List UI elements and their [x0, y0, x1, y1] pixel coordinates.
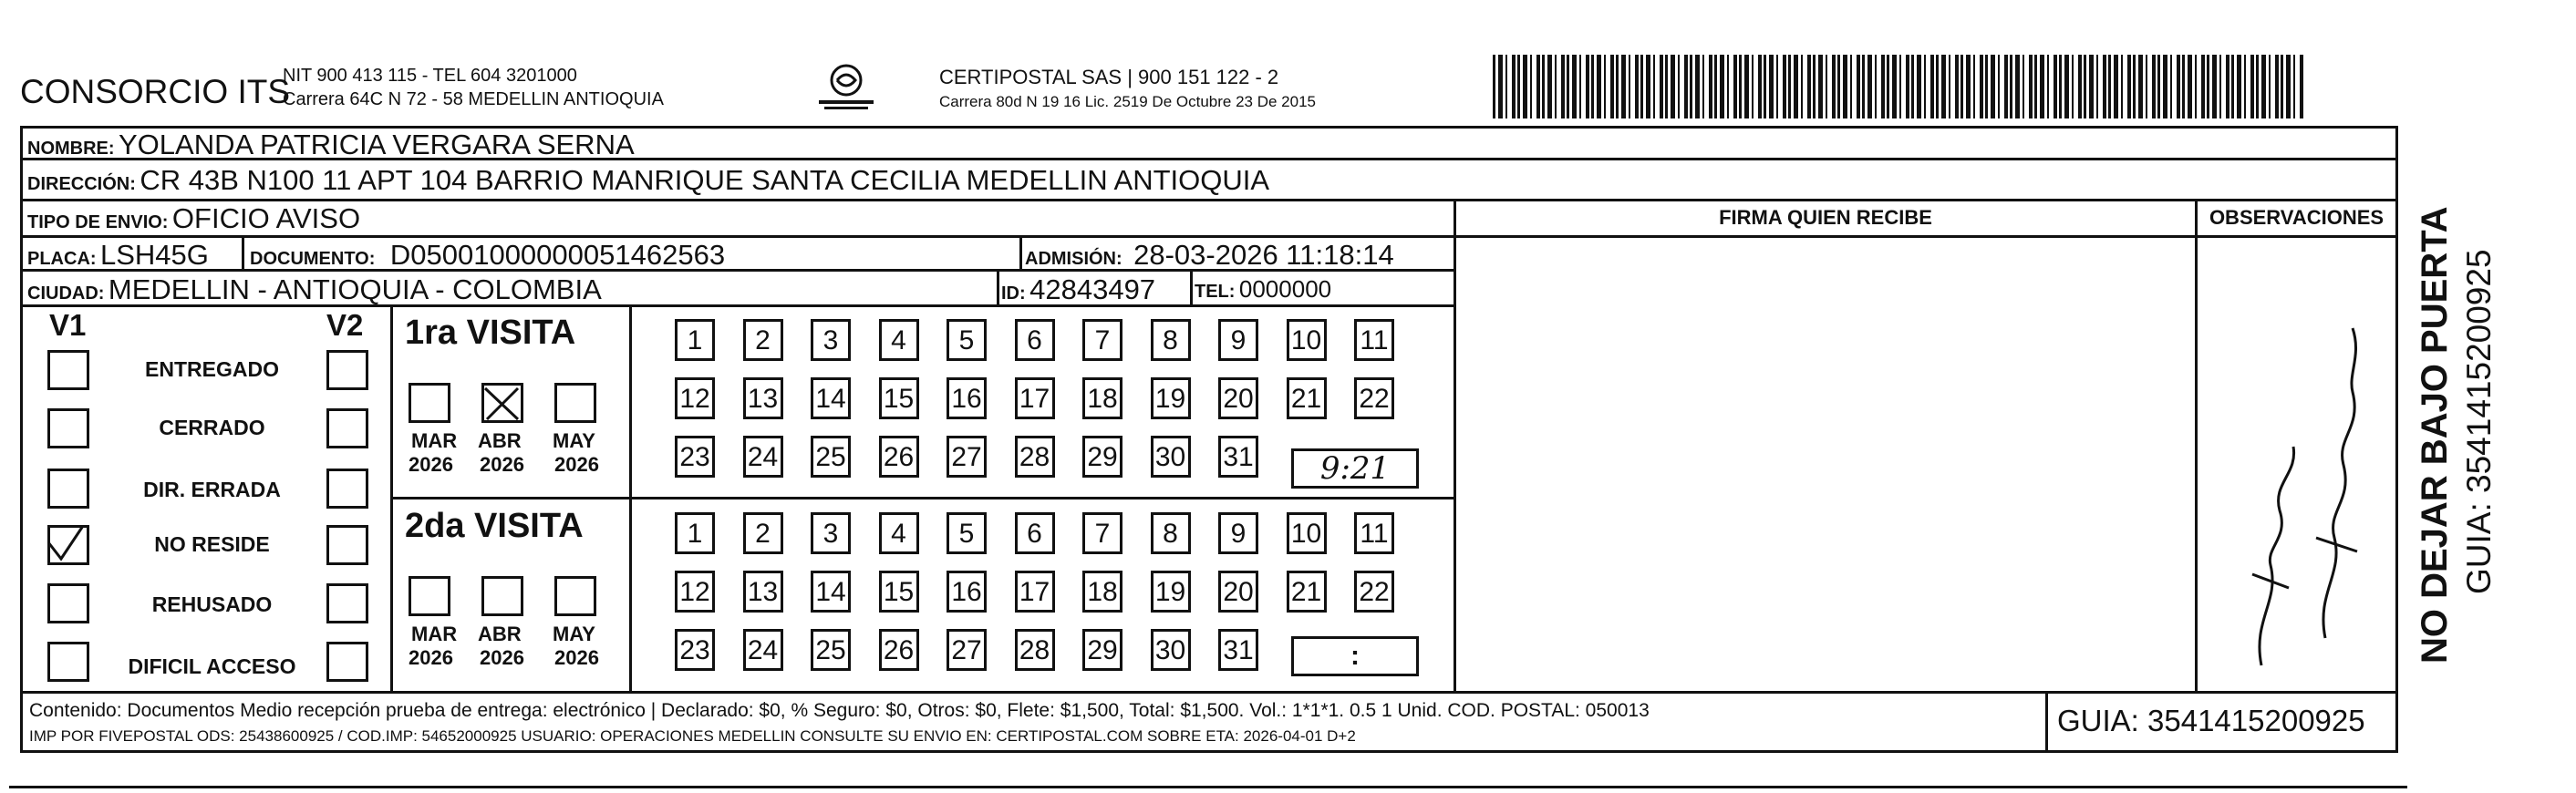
visit-1-day-8[interactable]: 8: [1151, 319, 1191, 361]
visit-2-month-mar: MAR: [411, 623, 458, 645]
documento-label: DOCUMENTO:: [250, 249, 376, 269]
visit-2-day-24[interactable]: 24: [743, 629, 783, 671]
visit-2-day-12[interactable]: 12: [675, 571, 715, 613]
barcode: [1493, 55, 2304, 118]
tipo-envio-value: OFICIO AVISO: [171, 202, 361, 234]
visit-2-day-29[interactable]: 29: [1082, 629, 1122, 671]
id-label: ID:: [1001, 283, 1026, 304]
firma-header: FIRMA QUIEN RECIBE: [1719, 206, 1932, 229]
visit-1-day-20[interactable]: 20: [1218, 377, 1258, 419]
visit-2-day-26[interactable]: 26: [879, 629, 919, 671]
visit-1-day-16[interactable]: 16: [947, 377, 987, 419]
visit-1-day-24[interactable]: 24: [743, 436, 783, 478]
visit-2-month-abr-checkbox[interactable]: [481, 576, 523, 616]
v2-checkbox-dir-errada[interactable]: [326, 469, 368, 509]
visit-1-day-15[interactable]: 15: [879, 377, 919, 419]
visit-1-day-4[interactable]: 4: [879, 319, 919, 361]
visit-1-month-may-checkbox[interactable]: [554, 383, 596, 423]
visit-2-day-18[interactable]: 18: [1082, 571, 1122, 613]
visit-2-month-may: MAY: [553, 623, 595, 645]
visit-2-day-3[interactable]: 3: [811, 512, 851, 554]
v2-checkbox-dificil-acceso[interactable]: [326, 642, 368, 682]
visit-1-month-mar: MAR: [411, 429, 458, 452]
visit-1-day-3[interactable]: 3: [811, 319, 851, 361]
visit-2-day-23[interactable]: 23: [675, 629, 715, 671]
visit-2-day-1[interactable]: 1: [675, 512, 715, 554]
visit-2-day-31[interactable]: 31: [1218, 629, 1258, 671]
tel-value: 0000000: [1238, 275, 1332, 303]
observation-handwriting: [2225, 273, 2380, 675]
visit-1-year-mar: 2026: [409, 453, 453, 476]
visit-2-day-30[interactable]: 30: [1151, 629, 1191, 671]
visit-2-year-mar: 2026: [409, 646, 453, 669]
status-dificil-acceso: DIFICIL ACCESO: [128, 654, 296, 678]
footer-contenido: Contenido: Documentos Medio recepción prueba de entrega: electrónico | Declarado: $0, % Seguro: $0, Otros: $0, Flete: $1,500, Total: $1,500. Vol.: 1*1*1. 0.5 1 Unid. COD. POSTAL: 050013: [29, 700, 1650, 721]
side-warning: NO DEJAR BAJO PUERTA: [2415, 206, 2455, 664]
visit-1-month-abr: ABR: [478, 429, 522, 452]
visit-2-day-15[interactable]: 15: [879, 571, 919, 613]
visit-1-day-1[interactable]: 1: [675, 319, 715, 361]
v2-label: V2: [326, 308, 364, 342]
company-name: CONSORCIO ITS: [20, 73, 291, 110]
observaciones-header: OBSERVACIONES: [2209, 206, 2385, 229]
visit-2-time-box[interactable]: [1291, 636, 1419, 676]
visit-2-day-21[interactable]: 21: [1287, 571, 1327, 613]
visit-1-day-25[interactable]: 25: [811, 436, 851, 478]
visit-2-day-28[interactable]: 28: [1015, 629, 1055, 671]
admision-value: 28-03-2026 11:18:14: [1133, 239, 1394, 271]
footer-imp: IMP POR FIVEPOSTAL ODS: 25438600925 / COD.IMP: 54652000925 USUARIO: OPERACIONES MEDELLIN CONSULTE SU ENVIO EN: CERTIPOSTAL.COM SOBRE ETA: 2026-04-01 D+2: [29, 727, 1356, 745]
carrier-info-1: CERTIPOSTAL SAS | 900 151 122 - 2: [939, 66, 1279, 88]
v1-label: V1: [49, 308, 87, 342]
visit-2-day-17[interactable]: 17: [1015, 571, 1055, 613]
nombre-value: YOLANDA PATRICIA VERGARA SERNA: [119, 129, 635, 160]
visit-1-day-12[interactable]: 12: [675, 377, 715, 419]
visit-1-day-31[interactable]: 31: [1218, 436, 1258, 478]
visit-1-day-13[interactable]: 13: [743, 377, 783, 419]
visit-2-day-27[interactable]: 27: [947, 629, 987, 671]
visit-1-day-11[interactable]: 11: [1354, 319, 1394, 361]
direccion-label: DIRECCIÓN:: [27, 174, 136, 194]
visit-2-month-abr: ABR: [478, 623, 522, 645]
status-dir-errada: DIR. ERRADA: [143, 478, 281, 501]
status-entregado: ENTREGADO: [145, 357, 279, 381]
v2-checkbox-no-reside[interactable]: [326, 525, 368, 565]
visit-2-day-7[interactable]: 7: [1082, 512, 1122, 554]
visit-1-month-may: MAY: [553, 429, 595, 452]
footer-guia: GUIA: 3541415200925: [2057, 704, 2365, 737]
visit-1-title: 1ra VISITA: [405, 314, 576, 352]
visit-1-day-19[interactable]: 19: [1151, 377, 1191, 419]
visit-1-day-22[interactable]: 22: [1354, 377, 1394, 419]
carrier-info-2: Carrera 80d N 19 16 Lic. 2519 De Octubre 23 De 2015: [939, 93, 1316, 110]
visit-2-day-19[interactable]: 19: [1151, 571, 1191, 613]
visit-1-day-18[interactable]: 18: [1082, 377, 1122, 419]
visit-1-day-29[interactable]: 29: [1082, 436, 1122, 478]
visit-1-day-23[interactable]: 23: [675, 436, 715, 478]
v1-checkbox-no-reside[interactable]: [47, 525, 89, 565]
v1-checkbox-dificil-acceso[interactable]: [47, 642, 89, 682]
v2-checkbox-entregado[interactable]: [326, 350, 368, 390]
admision-label: ADMISIÓN:: [1025, 249, 1122, 269]
placa-label: PLACA:: [27, 249, 97, 269]
visit-1-year-abr: 2026: [480, 453, 524, 476]
status-cerrado: CERRADO: [159, 416, 265, 439]
check-mark-icon: [481, 383, 523, 423]
v1-checkbox-dir-errada[interactable]: [47, 469, 89, 509]
visit-1-day-6[interactable]: 6: [1015, 319, 1055, 361]
visit-1-day-21[interactable]: 21: [1287, 377, 1327, 419]
visit-2-day-25[interactable]: 25: [811, 629, 851, 671]
ciudad-label: CIUDAD:: [27, 283, 105, 304]
visit-2-day-16[interactable]: 16: [947, 571, 987, 613]
status-rehusado: REHUSADO: [151, 592, 273, 616]
direccion-value: CR 43B N100 11 APT 104 BARRIO MANRIQUE SANTA CECILIA MEDELLIN ANTIOQUIA: [140, 164, 1270, 196]
certipostal-logo: [810, 62, 883, 113]
v1-checkbox-entregado[interactable]: [47, 350, 89, 390]
visit-2-day-13[interactable]: 13: [743, 571, 783, 613]
visit-1-month-mar-checkbox[interactable]: [409, 383, 450, 423]
visit-1-year-may: 2026: [554, 453, 599, 476]
visit-2-day-5[interactable]: 5: [947, 512, 987, 554]
visit-1-day-26[interactable]: 26: [879, 436, 919, 478]
visit-1-day-10[interactable]: 10: [1287, 319, 1327, 361]
visit-1-time-box[interactable]: [1291, 448, 1419, 489]
visit-1-day-27[interactable]: 27: [947, 436, 987, 478]
company-info-1: NIT 900 413 115 - TEL 604 3201000: [283, 66, 577, 86]
visit-2-day-4[interactable]: 4: [879, 512, 919, 554]
side-guia: GUIA: 3541415200925: [2460, 249, 2498, 594]
visit-2-title: 2da VISITA: [405, 507, 584, 545]
visit-1-day-28[interactable]: 28: [1015, 436, 1055, 478]
ciudad-value: MEDELLIN - ANTIOQUIA - COLOMBIA: [108, 273, 602, 305]
documento-value: D05001000000051462563: [389, 239, 726, 271]
v2-checkbox-rehusado[interactable]: [326, 583, 368, 623]
visit-2-day-11[interactable]: 11: [1354, 512, 1394, 554]
visit-1-month-abr-checkbox[interactable]: [481, 383, 523, 423]
visit-2-day-10[interactable]: 10: [1287, 512, 1327, 554]
visit-2-time: :: [1350, 641, 1360, 671]
visit-2-year-may: 2026: [554, 646, 599, 669]
tipo-envio-label: TIPO DE ENVIO:: [27, 212, 169, 232]
v1-checkbox-cerrado[interactable]: [47, 408, 89, 448]
visit-1-time: 9:21: [1319, 450, 1391, 487]
v2-checkbox-cerrado[interactable]: [326, 408, 368, 448]
visit-2-day-22[interactable]: 22: [1354, 571, 1394, 613]
visit-1-day-17[interactable]: 17: [1015, 377, 1055, 419]
visit-2-day-6[interactable]: 6: [1015, 512, 1055, 554]
v1-checkbox-rehusado[interactable]: [47, 583, 89, 623]
visit-1-day-2[interactable]: 2: [743, 319, 783, 361]
visit-1-day-14[interactable]: 14: [811, 377, 851, 419]
tel-label: TEL:: [1195, 282, 1236, 302]
visit-1-day-9[interactable]: 9: [1218, 319, 1258, 361]
check-mark-icon: [43, 522, 85, 562]
visit-2-day-14[interactable]: 14: [811, 571, 851, 613]
visit-2-day-9[interactable]: 9: [1218, 512, 1258, 554]
status-no-reside: NO RESIDE: [154, 532, 270, 556]
visit-2-year-abr: 2026: [480, 646, 524, 669]
visit-2-month-may-checkbox[interactable]: [554, 576, 596, 616]
visit-1-day-5[interactable]: 5: [947, 319, 987, 361]
visit-2-day-8[interactable]: 8: [1151, 512, 1191, 554]
visit-1-day-30[interactable]: 30: [1151, 436, 1191, 478]
nombre-label: NOMBRE:: [27, 139, 115, 159]
placa-value: LSH45G: [100, 239, 209, 271]
company-info-2: Carrera 64C N 72 - 58 MEDELLIN ANTIOQUIA: [283, 89, 664, 109]
visit-2-day-20[interactable]: 20: [1218, 571, 1258, 613]
visit-2-day-2[interactable]: 2: [743, 512, 783, 554]
visit-1-day-7[interactable]: 7: [1082, 319, 1122, 361]
visit-2-month-mar-checkbox[interactable]: [409, 576, 450, 616]
id-value: 42843497: [1029, 273, 1156, 305]
